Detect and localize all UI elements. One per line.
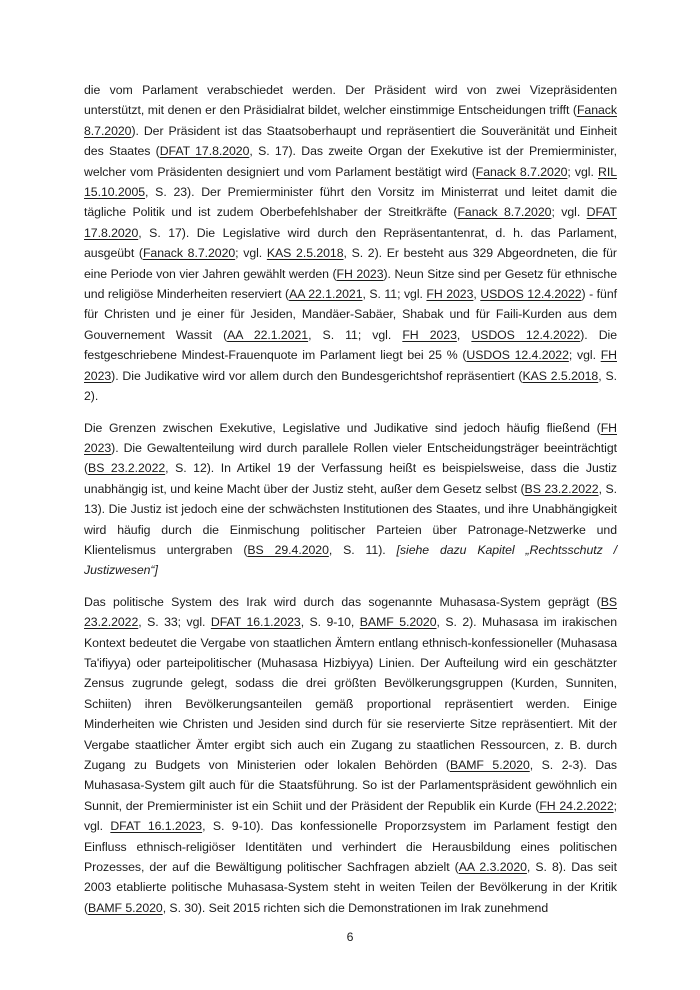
citation-link[interactable]: BS 23.2.2022: [84, 594, 617, 630]
document-body: [84, 80, 617, 929]
citation-link[interactable]: RIL 15.10.2005: [84, 164, 617, 200]
text-run: , S. 33; vgl.: [138, 615, 211, 630]
text-run: ). Die festgeschriebene Mindest-Frauenquote im Parlament liegt bei 25 % (: [84, 327, 617, 363]
text-run: ) - fünf für Christen und je einer für Jesiden, Mandäer-Sabäer, Shabak und für Faili-Kurden aus dem Gouvernement Wassit (: [84, 287, 617, 342]
text-run: , S. 11).: [328, 542, 397, 557]
citation-link[interactable]: DFAT 17.8.2020: [84, 205, 617, 240]
citation-link[interactable]: BS 23.2.2022: [524, 481, 599, 496]
chapter-reference-note: [siehe dazu Kapitel „Rechtsschutz / Justizwesen“]: [84, 542, 617, 578]
text-run: , S. 2). Muhasasa im irakischen Kontext bedeutet die Vergabe von staatlichen Ämtern entlang ethnisch-konfessioneller (Muhasasa Ta'ifiyya) oder parteipolitischer (Muhasasa Hizbiyya) Linien. Der Aufteilung wird ein geschätzter Zensus zugrunde gelegt, sodass die drei größten Bevölkerungsgruppen (Kurden, Sunniten, Schiiten) ihren Bevölkerungsanteilen gemäß proportional repräsentiert werden. Einige Minderheiten wie Christen und Jesiden sind durch für sie reservierte Sitze repräsentiert. Mit der Vergabe staatlicher Ämter ergibt sich auch ein Zugang zu staatlichen Ressourcen, z. B. durch Zugang zu Budgets von Ministerien oder lokalen Behörden (: [84, 615, 617, 772]
text-run: die vom Parlament verabschiedet werden. Der Präsident wird von zwei Vizepräsidenten unterstützt, mit denen er den Präsidialrat bildet, welcher einstimmige Entscheidungen trifft (: [84, 83, 617, 118]
page-footer: [0, 930, 700, 944]
paragraph-2: [84, 418, 617, 581]
text-run: ; vgl.: [568, 348, 601, 363]
citation-link[interactable]: Fanack 8.7.2020: [475, 164, 568, 179]
citation-link[interactable]: BS 29.4.2020: [247, 542, 329, 557]
citation-link[interactable]: KAS 2.5.2018: [522, 368, 599, 383]
citation-link[interactable]: USDOS 12.4.2022: [471, 327, 581, 342]
citation-link[interactable]: BS 23.2.2022: [88, 461, 166, 476]
citation-link[interactable]: FH 24.2.2022: [539, 798, 614, 813]
citation-link[interactable]: FH 2023: [336, 266, 384, 281]
text-run: , S. 2). Er besteht aus 329 Abgeordneten, die für eine Periode von vier Jahren gewählt werden (: [84, 246, 617, 281]
citation-link[interactable]: AA 22.1.2021: [227, 327, 309, 342]
citation-link[interactable]: USDOS 12.4.2022: [480, 287, 582, 302]
citation-link[interactable]: FH 2023: [426, 287, 474, 302]
citation-link[interactable]: Fanack 8.7.2020: [142, 246, 236, 261]
paragraph-1: [84, 80, 617, 407]
text-run: ; vgl.: [235, 246, 267, 261]
citation-link[interactable]: Fanack 8.7.2020: [457, 205, 552, 220]
citation-link[interactable]: AA 22.1.2021: [289, 287, 363, 302]
text-run: , S. 30). Seit 2015 richten sich die Demonstrationen im Irak zunehmend: [162, 900, 549, 915]
text-run: ). Die Gewaltenteilung wird durch parallele Rollen vieler Entscheidungsträger beeinträchtigt (: [84, 440, 617, 476]
citation-link[interactable]: FH 2023: [84, 420, 617, 455]
citation-link[interactable]: BAMF 5.2020: [359, 615, 437, 630]
text-run: ). Neun Sitze sind per Gesetz für ethnische und religiöse Minderheiten reserviert (: [84, 266, 617, 302]
text-run: , S. 12). In Artikel 19 der Verfassung heißt es beispielsweise, dass die Justiz unabhängig ist, und keine Macht über der Justiz steht, außer dem Gesetz selbst (: [84, 461, 617, 496]
citation-link[interactable]: KAS 2.5.2018: [266, 246, 344, 261]
citation-link[interactable]: USDOS 12.4.2022: [466, 348, 569, 363]
text-run: , S. 11; vgl.: [362, 287, 427, 302]
text-run: , S. 2).: [84, 368, 617, 404]
citation-link[interactable]: DFAT 17.8.2020: [159, 144, 250, 159]
citation-link[interactable]: FH 2023: [84, 348, 617, 383]
text-run: ). Der Präsident ist das Staatsoberhaupt und repräsentiert die Souveränität und Einheit des Staates (: [84, 123, 617, 159]
text-run: , S. 9-10,: [300, 615, 360, 630]
citation-link[interactable]: BAMF 5.2020: [449, 758, 530, 772]
text-run: , S. 8). Das seit 2003 etablierte politische Muhasasa-System steht in weiten Teilen der Bevölkerung in der Kritik (: [84, 860, 617, 915]
text-run: , S. 17). Die Legislative wird durch den Repräsentantenrat, d. h. das Parlament, ausgeübt (: [84, 225, 617, 261]
text-run: , S. 2-3). Das Muhasasa-System gilt auch für die Staatsführung. So ist der Parlamentspräsident gewöhnlich ein Sunnit, der Premierminister ist ein Schiit und der Präsident der Republik ein Kurde (: [84, 758, 617, 813]
citation-link[interactable]: DFAT 16.1.2023: [110, 819, 203, 834]
citation-link[interactable]: FH 2023: [402, 327, 457, 342]
citation-link[interactable]: DFAT 16.1.2023: [210, 615, 301, 630]
text-run: Das politische System des Irak wird durch das sogenannte Muhasasa-System geprägt (: [84, 594, 601, 609]
text-run: , S. 11; vgl.: [308, 327, 403, 342]
citation-link[interactable]: Fanack 8.7.2020: [84, 103, 617, 138]
text-run: ,: [456, 327, 472, 342]
text-run: ; vgl.: [84, 798, 617, 834]
text-run: , S. 9-10). Das konfessionelle Proporzsystem im Parlament festigt den Einfluss ethnisch-religiöser Identitäten und verhindert die Herausbildung eines politischen Prozesses, der auf die Bewältigung politischer Sachfragen abzielt (: [84, 819, 617, 875]
text-run: ). Die Judikative wird vor allem durch den Bundesgerichtshof repräsentiert (: [111, 368, 523, 383]
page-number: 6: [346, 930, 354, 944]
citation-link[interactable]: AA 2.3.2020: [458, 860, 527, 875]
text-run: , S. 13). Die Justiz ist jedoch eine der schwächsten Institutionen des Staates, und ihre Unabhängigkeit wird häufig durch die Einmischung politischer Parteien über Patronage-Netzwerke und Klientelismus untergraben (: [84, 481, 617, 557]
citation-link[interactable]: BAMF 5.2020: [88, 900, 163, 915]
text-run: , S. 23). Der Premierminister führt den Vorsitz im Ministerrat und leitet damit die tägliche Politik und ist zudem Oberbefehlshaber der Streitkräfte (: [84, 185, 617, 220]
text-run: ; vgl.: [551, 205, 587, 220]
text-run: ,: [473, 287, 481, 302]
paragraph-3: [84, 592, 617, 919]
text-run: Die Grenzen zwischen Exekutive, Legislative und Judikative sind jedoch häufig fließend (: [84, 420, 601, 435]
text-run: , S. 17). Das zweite Organ der Exekutive ist der Premierminister, welcher vom Präsidenten designiert und vom Parlament bestätigt wird (: [84, 144, 617, 179]
text-run: ; vgl.: [567, 164, 598, 179]
